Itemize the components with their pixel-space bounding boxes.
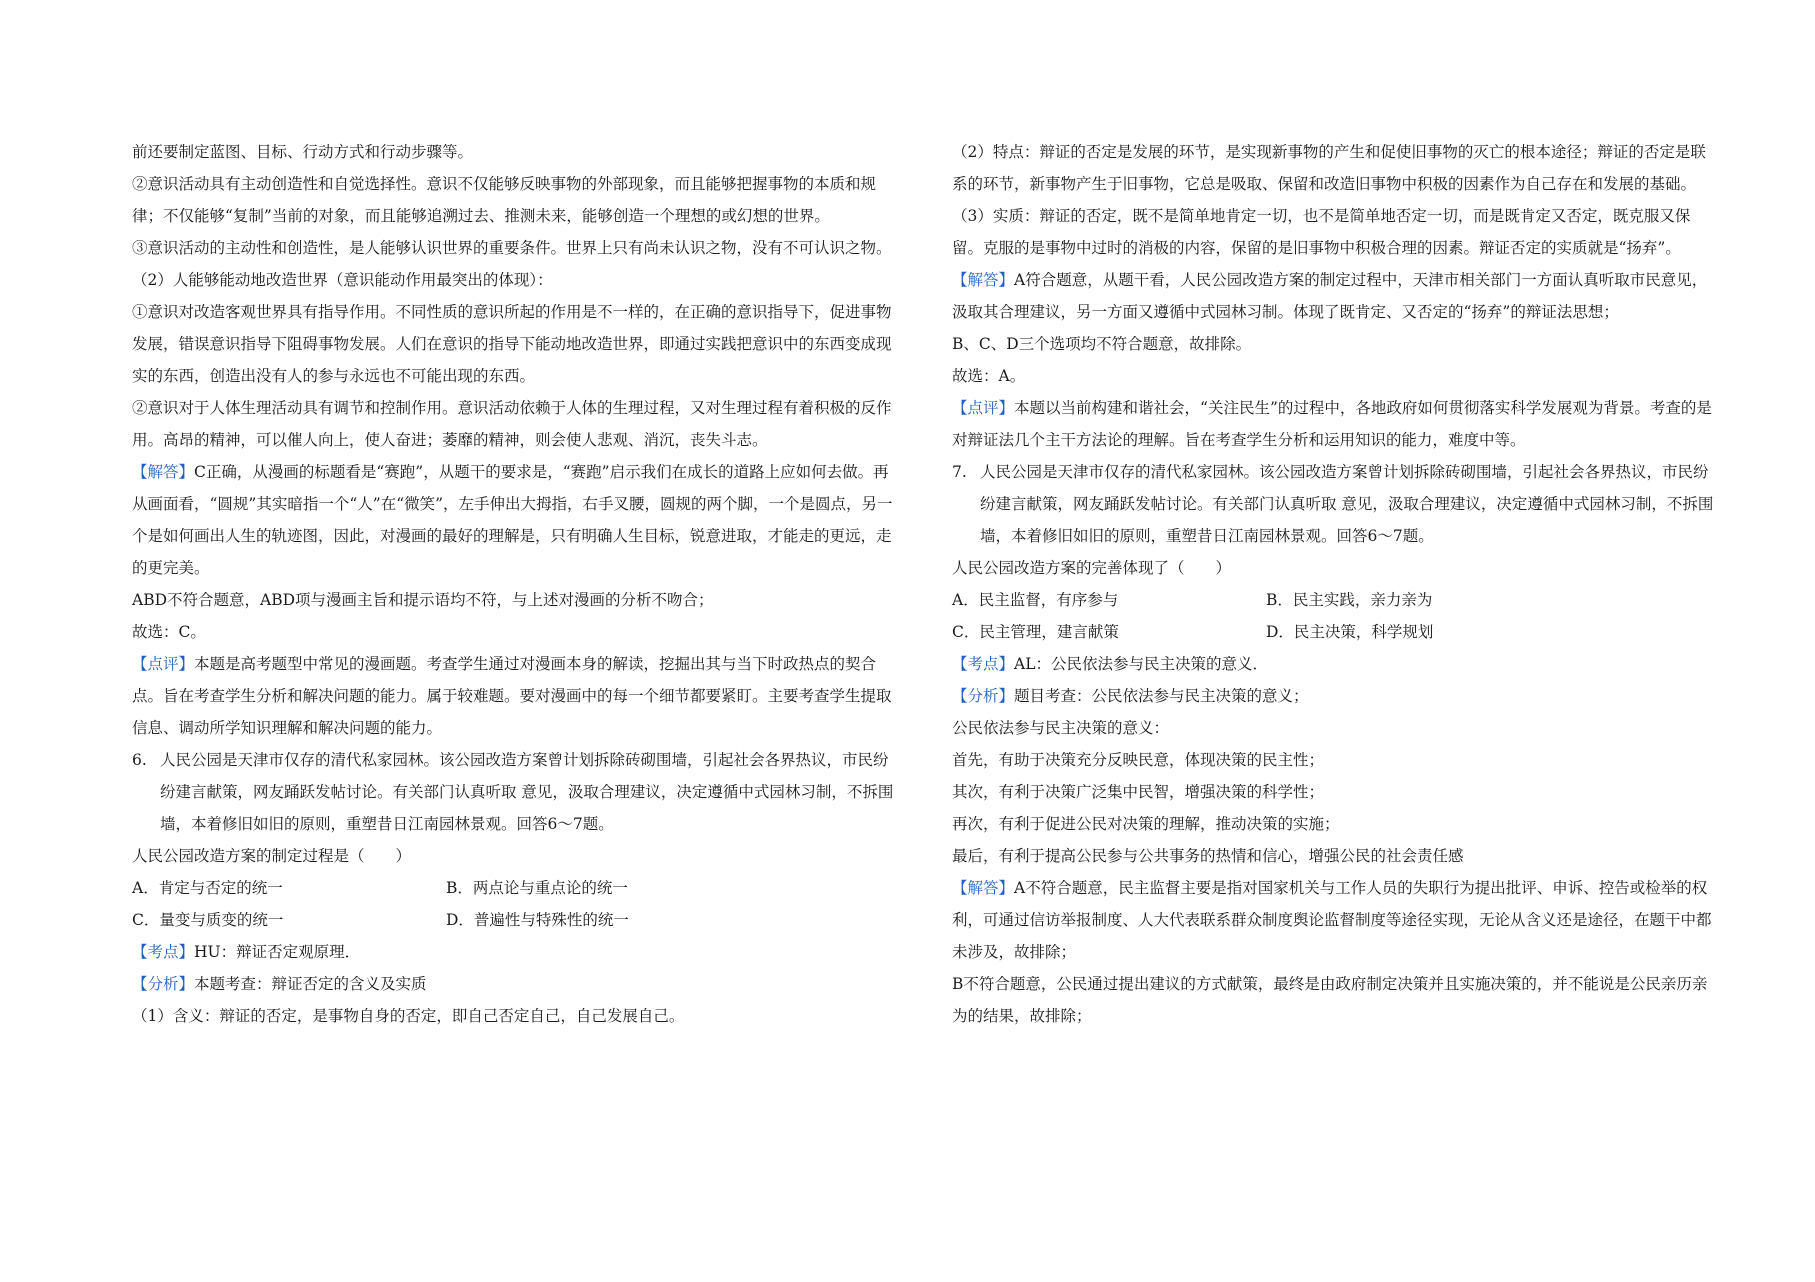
paragraph: B、C、D三个选项均不符合题意，故排除。 [952,335,1252,353]
option-d: D．民主决策，科学规划 [1266,623,1434,641]
keypoint-tag: 【考点】 [132,943,195,961]
paragraph: B不符合题意，公民通过提出建议的方式献策，最终是由政府制定决策并且实施决策的，并不能说是公民亲历亲为的结果，故排除； [952,975,1708,1025]
question-stem: 人民公园改造方案的完善体现了（ ） [952,559,1232,577]
review-tag: 【点评】 [952,399,1015,417]
choice-line: 故选：C。 [132,623,206,641]
paragraph: 首先，有助于决策充分反映民意，体现决策的民主性； [952,751,1325,769]
answer-paragraph [948,264,1718,328]
analysis-paragraph [948,680,1718,712]
options-row [948,616,1718,648]
keypoint-text: HU：辩证否定观原理． [194,943,361,961]
keypoint-paragraph [948,648,1718,680]
review-tag: 【点评】 [132,655,195,673]
question-number: 6. [132,751,147,769]
answer-tag: 【解答】 [952,879,1015,897]
paragraph: （2）特点：辩证的否定是发展的环节，是实现新事物的产生和促使旧事物的灭亡的根本途径；辩证的否定是联系的环节，新事物产生于旧事物，它总是吸取、保留和改造旧事物中积极的因素作为自己存在和发展的基础。 [952,143,1706,193]
analysis-paragraph [128,968,898,1000]
answer-text: A符合题意，从题干看，人民公园改造方案的制定过程中，天津市相关部门一方面认真听取市民意见，汲取其合理建议，另一方面又遵循中式园林习制。体现了既肯定、又否定的“扬弃”的辩证法思想； [952,271,1708,321]
review-text: 本题以当前构建和谐社会，“关注民生”的过程中，各地政府如何贯彻落实科学发展观为背景。考查的是对辩证法几个主干方法论的理解。旨在考查学生分析和运用知识的能力，难度中等。 [952,399,1712,449]
question-text: 人民公园是天津市仅存的清代私家园林。该公园改造方案曾计划拆除砖砌围墙，引起社会各界热议，市民纷纷建言献策，网友踊跃发帖讨论。有关部门认真听取 意见，汲取合理建议，决定遵循中式园林习制，不拆围墙，本着修旧如旧的原则，重塑昔日江南园林景观。回答6～7题。 [980,463,1714,545]
keypoint-tag: 【考点】 [952,655,1015,673]
question-number: 7. [952,463,967,481]
option-a: A．民主监督，有序参与 [952,591,1119,609]
keypoint-text: AL：公民依法参与民主决策的意义． [1014,655,1269,673]
paragraph: ②意识对于人体生理活动具有调节和控制作用。意识活动依赖于人体的生理过程，又对生理过程有着积极的反作用。高昂的精神，可以催人向上，使人奋进；萎靡的精神，则会使人悲观、消沉，丧失斗志。 [132,399,892,449]
analysis-text: 本题考查：辩证否定的含义及实质 [194,975,427,993]
paragraph: 其次，有利于决策广泛集中民智，增强决策的科学性； [952,783,1325,801]
paragraph: ABD不符合题意，ABD项与漫画主旨和提示语均不符，与上述对漫画的分析不吻合； [132,591,714,609]
paragraph: 前还要制定蓝图、目标、行动方式和行动步骤等。 [132,143,474,161]
question-stem: 人民公园改造方案的制定过程是（ ） [132,847,412,865]
review-paragraph [948,392,1718,456]
answer-text: C正确，从漫画的标题看是“赛跑”，从题干的要求是，“赛跑”启示我们在成长的道路上应如何去做。再从画面看，“圆规”其实暗指一个“人”在“微笑”，左手伸出大拇指，右手叉腰，圆规的两个脚，一个是圆点，另一个是如何画出人生的轨迹图，因此，对漫画的最好的理解是，只有明确人生目标，锐意进取，才能走的更远，走的更完美。 [132,463,893,577]
paragraph: ③意识活动的主动性和创造性，是人能够认识世界的重要条件。世界上只有尚未认识之物，没有不可认识之物。 [132,239,892,257]
option-a: A．肯定与否定的统一 [132,879,283,897]
right-column [948,136,1718,1032]
answer-tag: 【解答】 [132,463,195,481]
review-paragraph [128,648,898,744]
paragraph: （3）实质：辩证的否定，既不是简单地肯定一切，也不是简单地否定一切，而是既肯定又否定，既克服又保留。克服的是事物中过时的消极的内容，保留的是旧事物中积极合理的因素。辩证否定的实质就是“扬弃”。 [952,207,1691,257]
answer-tag: 【解答】 [952,271,1015,289]
paragraph: ①意识对改造客观世界具有指导作用。不同性质的意识所起的作用是不一样的，在正确的意识指导下，促进事物发展，错误意识指导下阻碍事物发展。人们在意识的指导下能动地改造世界，即通过实践把意识中的东西变成现实的东西，创造出没有人的参与永远也不可能出现的东西。 [132,303,892,385]
options-row [128,872,898,904]
analysis-tag: 【分析】 [132,975,195,993]
paragraph: 公民依法参与民主决策的意义： [952,719,1170,737]
paragraph: 最后，有利于提高公民参与公共事务的热情和信心，增强公民的社会责任感 [952,847,1464,865]
answer-paragraph [948,872,1718,968]
keypoint-paragraph [128,936,898,968]
choice-line: 故选：A。 [952,367,1026,385]
analysis-text: 题目考查：公民依法参与民主决策的意义； [1014,687,1309,705]
question-7 [948,456,1718,552]
analysis-tag: 【分析】 [952,687,1015,705]
options-row [948,584,1718,616]
question-text: 人民公园是天津市仅存的清代私家园林。该公园改造方案曾计划拆除砖砌围墙，引起社会各界热议，市民纷纷建言献策，网友踊跃发帖讨论。有关部门认真听取 意见，汲取合理建议，决定遵循中式园林习制，不拆围墙，本着修旧如旧的原则，重塑昔日江南园林景观。回答6～7题。 [160,751,894,833]
paragraph: ②意识活动具有主动创造性和自觉选择性。意识不仅能够反映事物的外部现象，而且能够把握事物的本质和规律；不仅能够“复制”当前的对象，而且能够追溯过去、推测未来，能够创造一个理想的或幻想的世界。 [132,175,877,225]
paragraph: 再次，有利于促进公民对决策的理解，推动决策的实施； [952,815,1340,833]
review-text: 本题是高考题型中常见的漫画题。考查学生通过对漫画本身的解读，挖掘出其与当下时政热点的契合点。旨在考查学生分析和解决问题的能力。属于较难题。要对漫画中的每一个细节都要紧盯。主要考查学生提取信息、调动所学知识理解和解决问题的能力。 [132,655,892,737]
left-column [128,136,898,1032]
answer-text: A不符合题意，民主监督主要是指对国家机关与工作人员的失职行为提出批评、申诉、控告或检举的权利，可通过信访举报制度、人大代表联系群众制度舆论监督制度等途径实现，无论从含义还是途径，在题干中都未涉及，故排除； [952,879,1712,961]
paragraph: （2）人能够能动地改造世界（意识能动作用最突出的体现）： [132,271,553,289]
option-b: B．民主实践，亲力亲为 [1266,591,1433,609]
option-d: D．普遍性与特殊性的统一 [446,911,629,929]
option-c: C．量变与质变的统一 [132,911,284,929]
question-6 [128,744,898,840]
option-c: C．民主管理，建言献策 [952,623,1119,641]
options-row [128,904,898,936]
option-b: B．两点论与重点论的统一 [446,879,628,897]
answer-paragraph [128,456,898,584]
paragraph: （1）含义：辩证的否定，是事物自身的否定，即自己否定自己，自己发展自己。 [132,1007,685,1025]
